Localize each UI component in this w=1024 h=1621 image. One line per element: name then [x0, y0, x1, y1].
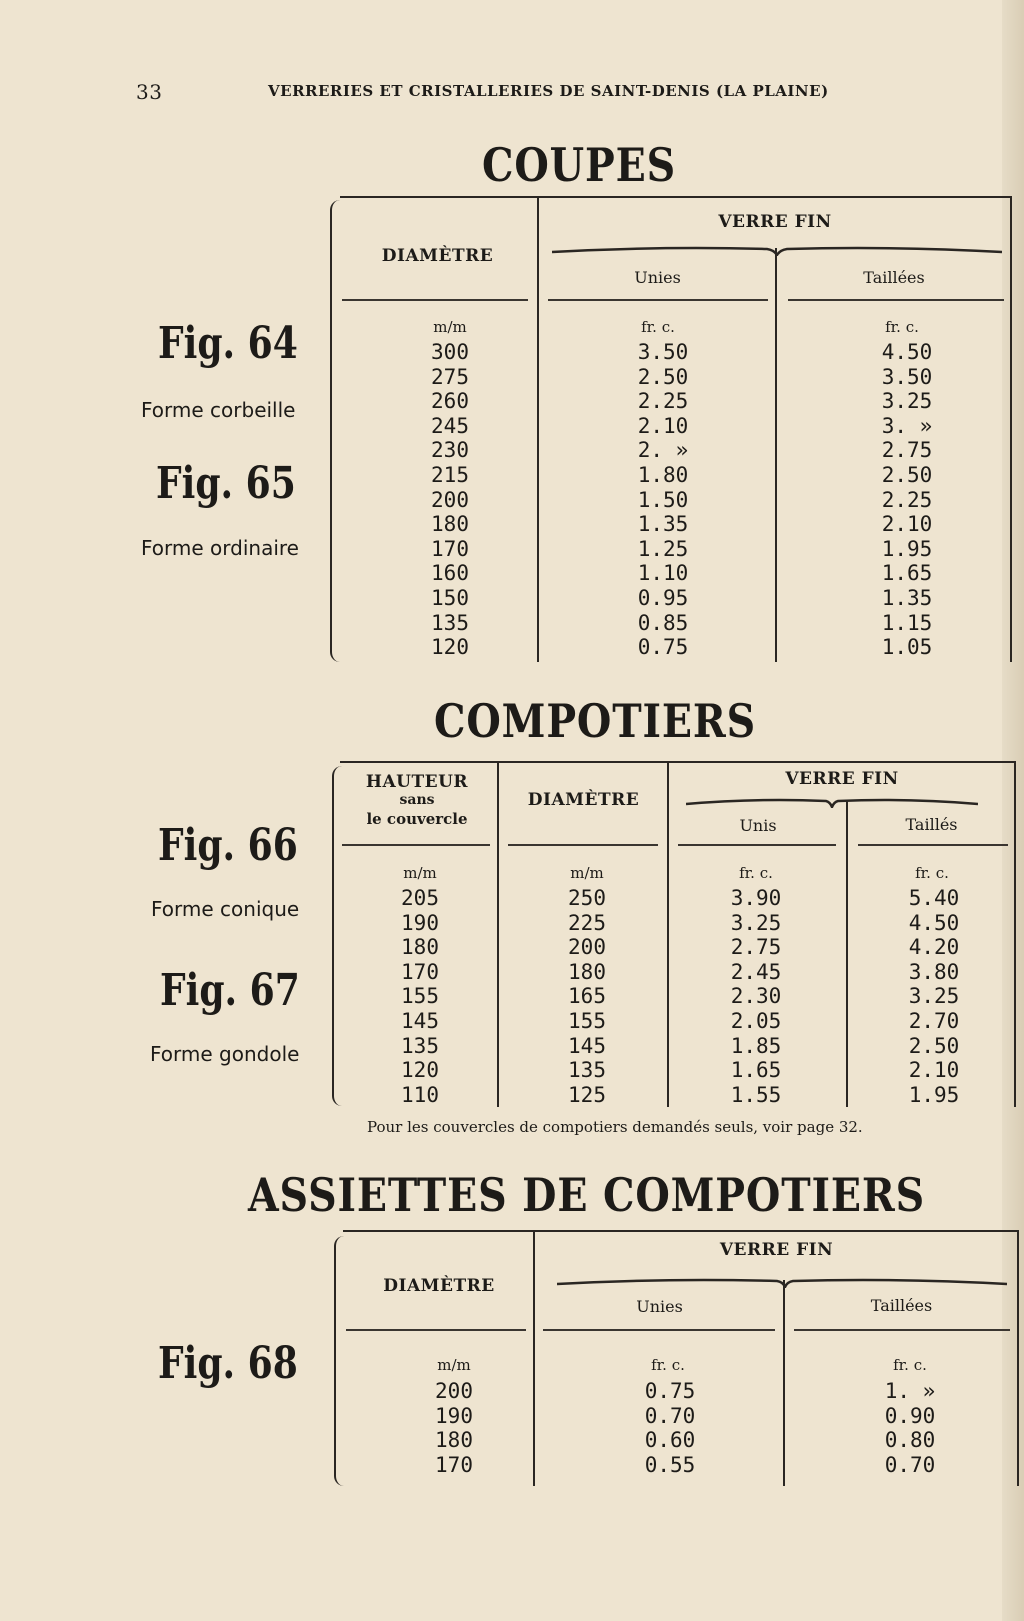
compotiers-cell-tailles: 3.25: [908, 984, 960, 1009]
assiettes-top-rule: [343, 1230, 1019, 1232]
compotiers-note: Pour les couvercles de compotiers demandés seuls, voir page 32.: [367, 1118, 863, 1136]
assiettes-head-rule-1: [346, 1329, 526, 1331]
compotiers-col-divider-3: [846, 800, 848, 1107]
section-title-coupes: COUPES: [482, 138, 677, 192]
coupes-cell-diametre: 215: [431, 462, 469, 487]
coupes-cell-taillees: 1.05: [881, 635, 933, 660]
compotiers-cell-diametre: 135: [568, 1058, 606, 1083]
coupes-unit-unies: fr. c.: [641, 318, 675, 336]
assiettes-col-diametre: [404, 1379, 504, 1477]
compotiers-unit-tailles: fr. c.: [915, 864, 949, 882]
coupes-cell-taillees: 1.95: [881, 536, 933, 561]
section-title-compotiers: COMPOTIERS: [434, 694, 757, 748]
coupes-cell-diametre: 170: [431, 536, 469, 561]
coupes-cell-taillees: 2.75: [881, 438, 933, 463]
compotiers-cell-unis: 1.65: [730, 1058, 782, 1083]
assiettes-header-taillees: Taillées: [870, 1296, 933, 1315]
coupes-cell-diametre: 135: [431, 610, 469, 635]
coupes-brace: [330, 200, 340, 662]
assiettes-col-unies: [615, 1379, 725, 1477]
page-edge: [1002, 0, 1024, 1621]
assiettes-cell-taillees: 1. »: [884, 1379, 936, 1403]
compotiers-unit-hauteur: m/m: [403, 864, 437, 882]
assiettes-header-unies: Unies: [636, 1297, 683, 1316]
coupes-cell-taillees: 1.35: [881, 585, 933, 610]
compotiers-cell-hauteur: 120: [401, 1058, 439, 1083]
compotiers-cell-unis: 2.75: [730, 935, 782, 960]
compotiers-cell-unis: 1.85: [730, 1033, 782, 1058]
compotiers-head-rule-3: [678, 844, 836, 846]
coupes-unit-taillees: fr. c.: [885, 318, 919, 336]
compotiers-cell-hauteur: 170: [401, 959, 439, 984]
compotiers-cell-tailles: 2.50: [908, 1033, 960, 1058]
coupes-verre-fin-brace: [552, 244, 1002, 256]
compotiers-cell-hauteur: 190: [401, 910, 439, 935]
coupes-cell-taillees: 1.15: [881, 610, 933, 635]
assiettes-right-rule: [1017, 1230, 1019, 1486]
compotiers-cell-unis: 2.05: [730, 1008, 782, 1033]
fig-65-label: Fig. 65: [156, 458, 296, 509]
coupes-cell-diametre: 230: [431, 438, 469, 463]
coupes-cell-unies: 2.10: [637, 413, 689, 438]
coupes-cell-taillees: 3.25: [881, 389, 933, 414]
coupes-col-divider-1: [537, 196, 539, 662]
coupes-cell-unies: 1.80: [637, 462, 689, 487]
coupes-head-rule-2: [548, 299, 768, 301]
fig-67-caption: Forme gondole: [150, 1042, 300, 1066]
compotiers-cell-tailles: 2.70: [908, 1008, 960, 1033]
coupes-cell-unies: 0.95: [637, 585, 689, 610]
coupes-cell-unies: 1.35: [637, 512, 689, 537]
compotiers-head-rule-2: [508, 844, 658, 846]
compotiers-header-hauteur-sans: sans: [399, 792, 435, 808]
coupes-cell-diametre: 300: [431, 340, 469, 364]
compotiers-cell-hauteur: 180: [401, 935, 439, 960]
assiettes-cell-taillees: 0.90: [884, 1403, 936, 1428]
coupes-cell-unies: 0.85: [637, 610, 689, 635]
coupes-cell-unies: 1.50: [637, 487, 689, 512]
coupes-cell-diametre: 275: [431, 364, 469, 389]
coupes-cell-taillees: 2.50: [881, 462, 933, 487]
fig-64-label: Fig. 64: [158, 318, 298, 369]
page-number: 33: [136, 80, 163, 104]
assiettes-unit-diametre: m/m: [437, 1356, 471, 1374]
compotiers-cell-tailles: 4.50: [908, 910, 960, 935]
fig-67-label: Fig. 67: [160, 965, 300, 1016]
compotiers-verre-fin-brace: [686, 796, 978, 808]
coupes-cell-taillees: 2.10: [881, 512, 933, 537]
coupes-cell-diametre: 150: [431, 585, 469, 610]
assiettes-unit-unies: fr. c.: [651, 1356, 685, 1374]
compotiers-cell-tailles: 1.95: [908, 1082, 960, 1107]
compotiers-cell-tailles: 5.40: [908, 886, 960, 910]
compotiers-cell-diametre: 125: [568, 1082, 606, 1107]
coupes-cell-diametre: 160: [431, 561, 469, 586]
assiettes-cell-diametre: 180: [435, 1428, 473, 1453]
compotiers-col-diametre: [537, 886, 637, 1107]
coupes-cell-diametre: 180: [431, 512, 469, 537]
assiettes-cell-unies: 0.75: [644, 1379, 696, 1403]
assiettes-head-rule-3: [794, 1329, 1010, 1331]
assiettes-header-diametre: DIAMÈTRE: [383, 1276, 495, 1296]
compotiers-header-diametre: DIAMÈTRE: [527, 790, 640, 810]
coupes-header-taillees: Taillées: [863, 268, 925, 287]
assiettes-verre-fin-brace: [557, 1276, 1007, 1288]
assiettes-cell-taillees: 0.70: [884, 1452, 936, 1477]
coupes-cell-taillees: 3.50: [881, 364, 933, 389]
compotiers-col-divider-1: [497, 761, 499, 1107]
coupes-cell-diametre: 200: [431, 487, 469, 512]
coupes-header-diametre: DIAMÈTRE: [381, 246, 494, 266]
compotiers-col-tailles: [879, 886, 989, 1107]
coupes-cell-unies: 1.25: [637, 536, 689, 561]
compotiers-col-hauteur: [370, 886, 470, 1107]
fig-66-label: Fig. 66: [158, 820, 298, 871]
assiettes-cell-taillees: 0.80: [884, 1428, 936, 1453]
assiettes-unit-taillees: fr. c.: [893, 1356, 927, 1374]
coupes-header-verre-fin: VERRE FIN: [718, 212, 832, 232]
assiettes-cell-diametre: 190: [435, 1403, 473, 1428]
coupes-col-taillees: [852, 340, 962, 660]
compotiers-header-hauteur-couvercle: le couvercle: [366, 810, 468, 828]
coupes-cell-diametre: 120: [431, 635, 469, 660]
coupes-cell-unies: 2.25: [637, 389, 689, 414]
assiettes-cell-diametre: 170: [435, 1452, 473, 1477]
compotiers-cell-unis: 2.30: [730, 984, 782, 1009]
compotiers-head-rule-4: [858, 844, 1008, 846]
coupes-head-rule-1: [342, 299, 528, 301]
compotiers-cell-diametre: 180: [568, 959, 606, 984]
compotiers-header-tailles: Taillés: [905, 815, 958, 834]
coupes-cell-diametre: 260: [431, 389, 469, 414]
compotiers-top-rule: [340, 761, 1016, 763]
compotiers-cell-diametre: 200: [568, 935, 606, 960]
compotiers-cell-hauteur: 135: [401, 1033, 439, 1058]
assiettes-cell-unies: 0.55: [644, 1452, 696, 1477]
fig-66-caption: Forme conique: [151, 897, 300, 921]
coupes-unit-diametre: m/m: [433, 318, 467, 336]
coupes-right-rule: [1010, 196, 1012, 662]
assiettes-col-divider-2: [783, 1280, 785, 1486]
fig-64-caption: Forme corbeille: [141, 398, 296, 422]
coupes-header-unies: Unies: [634, 268, 681, 287]
coupes-cell-unies: 2.50: [637, 364, 689, 389]
assiettes-cell-diametre: 200: [435, 1379, 473, 1403]
compotiers-cell-tailles: 2.10: [908, 1058, 960, 1083]
fig-68-label: Fig. 68: [158, 1338, 298, 1389]
section-title-assiettes: ASSIETTES DE COMPOTIERS: [248, 1168, 926, 1222]
compotiers-cell-hauteur: 110: [401, 1082, 439, 1107]
compotiers-header-unis: Unis: [739, 816, 777, 835]
fig-65-caption: Forme ordinaire: [141, 536, 299, 560]
compotiers-cell-hauteur: 205: [401, 886, 439, 910]
compotiers-cell-diametre: 155: [568, 1008, 606, 1033]
coupes-cell-unies: 3.50: [637, 340, 689, 364]
compotiers-cell-hauteur: 145: [401, 1008, 439, 1033]
compotiers-unit-unis: fr. c.: [739, 864, 773, 882]
compotiers-brace: [332, 766, 342, 1106]
compotiers-col-unis: [701, 886, 811, 1107]
assiettes-header-verre-fin: VERRE FIN: [719, 1240, 834, 1260]
compotiers-cell-diametre: 225: [568, 910, 606, 935]
coupes-cell-unies: 0.75: [637, 635, 689, 660]
compotiers-col-divider-2: [667, 761, 669, 1107]
coupes-cell-taillees: 1.65: [881, 561, 933, 586]
compotiers-cell-unis: 2.45: [730, 959, 782, 984]
coupes-top-rule: [340, 196, 1012, 198]
running-head: VERRERIES ET CRISTALLERIES DE SAINT-DENIS (LA PLAINE): [268, 82, 829, 100]
assiettes-cell-unies: 0.60: [644, 1428, 696, 1453]
compotiers-cell-hauteur: 155: [401, 984, 439, 1009]
coupes-cell-unies: 2. »: [637, 438, 689, 463]
assiettes-brace: [334, 1236, 344, 1486]
assiettes-col-taillees: [855, 1379, 965, 1477]
compotiers-cell-unis: 3.25: [730, 910, 782, 935]
assiettes-head-rule-2: [543, 1329, 775, 1331]
coupes-cell-taillees: 4.50: [881, 340, 933, 364]
compotiers-cell-tailles: 4.20: [908, 935, 960, 960]
compotiers-cell-unis: 3.90: [730, 886, 782, 910]
coupes-col-divider-2: [775, 248, 777, 662]
compotiers-cell-diametre: 145: [568, 1033, 606, 1058]
compotiers-head-rule-1: [342, 844, 490, 846]
coupes-col-diametre: [400, 340, 500, 660]
compotiers-right-rule: [1014, 761, 1016, 1107]
coupes-col-unies: [608, 340, 718, 660]
coupes-cell-taillees: 3. »: [881, 413, 933, 438]
assiettes-col-divider-1: [533, 1230, 535, 1486]
compotiers-cell-diametre: 250: [568, 886, 606, 910]
compotiers-header-hauteur: HAUTEUR: [365, 772, 469, 792]
coupes-head-rule-3: [788, 299, 1004, 301]
assiettes-cell-unies: 0.70: [644, 1403, 696, 1428]
coupes-cell-taillees: 2.25: [881, 487, 933, 512]
compotiers-unit-diametre: m/m: [570, 864, 604, 882]
compotiers-cell-diametre: 165: [568, 984, 606, 1009]
coupes-cell-unies: 1.10: [637, 561, 689, 586]
compotiers-header-verre-fin: VERRE FIN: [785, 769, 899, 789]
compotiers-cell-tailles: 3.80: [908, 959, 960, 984]
coupes-cell-diametre: 245: [431, 413, 469, 438]
compotiers-cell-unis: 1.55: [730, 1082, 782, 1107]
